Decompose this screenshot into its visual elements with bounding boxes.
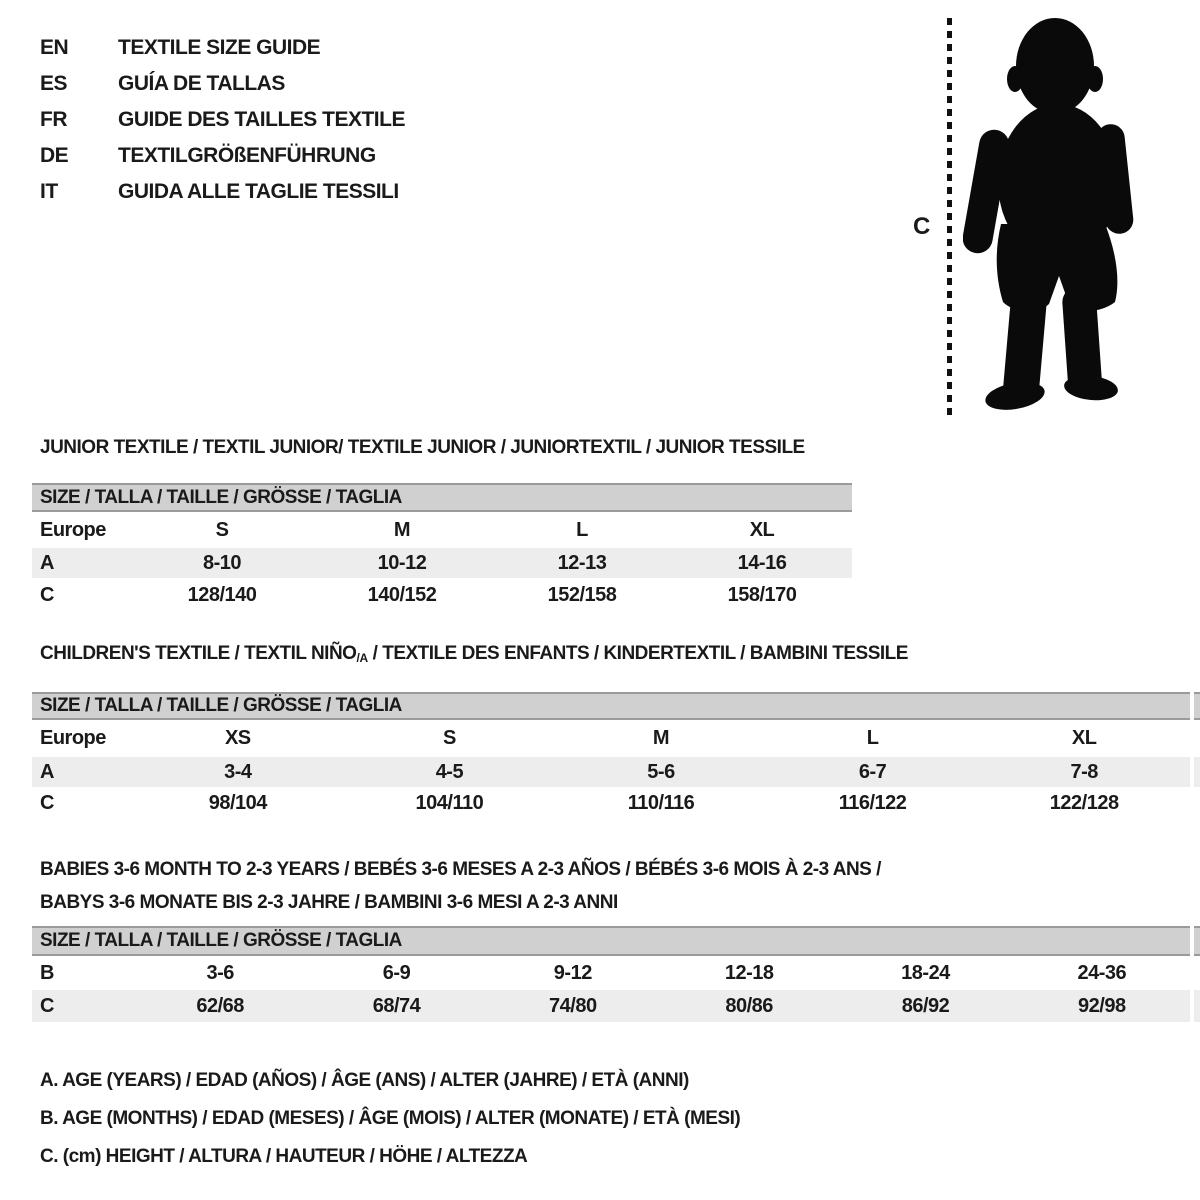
babies-section-title — [40, 853, 881, 919]
cell: 18-24 — [901, 961, 950, 984]
table-continuation-sliver — [1194, 692, 1200, 720]
cell: 86/92 — [901, 994, 950, 1017]
language-title-list — [40, 30, 405, 210]
cell: S — [215, 518, 229, 541]
babies-size-table — [32, 926, 1190, 1022]
language-row — [40, 102, 405, 138]
children-title-part: / TEXTILE DES ENFANTS / KINDERTEXTIL / BAMBINI TESSILE — [367, 643, 908, 664]
cell: 74/80 — [549, 994, 597, 1017]
language-code: IT — [40, 180, 58, 203]
height-measure-label: C — [913, 213, 930, 240]
row-label: C — [40, 994, 54, 1017]
cell: 110/116 — [627, 792, 695, 814]
cell: 116/122 — [838, 792, 907, 814]
cell: 5-6 — [647, 760, 675, 783]
cell: 9-12 — [553, 961, 592, 984]
cell: 12-13 — [557, 551, 607, 574]
legend-line-b: B. AGE (MONTHS) / EDAD (MESES) / ÂGE (MOIS) / ALTER (MONATE) / ETÀ (MESI) — [40, 1108, 741, 1129]
language-row — [40, 174, 405, 210]
language-row — [40, 138, 405, 174]
size-header-text: SIZE / TALLA / TAILLE / GRÖSSE / TAGLIA — [40, 695, 402, 716]
cell: 14-16 — [737, 551, 787, 574]
language-row — [40, 66, 405, 102]
children-size-table — [32, 692, 1190, 820]
table-row — [32, 512, 852, 548]
cell: 24-36 — [1077, 961, 1127, 984]
cell: 8-10 — [202, 551, 242, 574]
cell: 80/86 — [725, 994, 773, 1017]
table-row — [32, 787, 1190, 820]
cell: 3-4 — [224, 760, 252, 783]
row-label: C — [40, 583, 54, 606]
language-code: DE — [40, 144, 69, 167]
size-header-text: SIZE / TALLA / TAILLE / GRÖSSE / TAGLIA — [40, 930, 402, 951]
babies-title-line1: BABIES 3-6 MONTH TO 2-3 YEARS / BEBÉS 3-6 MESES A 2-3 AÑOS / BÉBÉS 3-6 MOIS À 2-3 ANS / — [40, 859, 881, 880]
children-title-subscript: /A — [356, 651, 368, 665]
guide-title: GUIDA ALLE TAGLIE TESSILI — [118, 180, 399, 203]
row-label: B — [40, 961, 54, 984]
cell: 98/104 — [208, 792, 267, 814]
legend-line-c: C. (cm) HEIGHT / ALTURA / HAUTEUR / HÖHE / ALTEZZA — [40, 1146, 528, 1167]
table-continuation-sliver — [1194, 990, 1200, 1022]
toddler-silhouette-icon — [963, 14, 1138, 418]
language-row — [40, 30, 405, 66]
cell: 68/74 — [372, 994, 421, 1017]
cell: XL — [749, 518, 775, 541]
guide-title: TEXTILGRÖßENFÜHRUNG — [118, 144, 376, 167]
table-continuation-sliver — [1194, 757, 1200, 787]
cell: 158/170 — [727, 583, 797, 606]
cell: 140/152 — [367, 583, 437, 606]
cell: 10-12 — [377, 551, 427, 574]
table-row — [32, 578, 852, 612]
height-measure-dashed-line — [947, 18, 952, 416]
cell: 122/128 — [1049, 792, 1119, 814]
cell: 4-5 — [435, 760, 464, 783]
size-header-bar — [32, 926, 1190, 956]
guide-title: GUÍA DE TALLAS — [118, 72, 285, 95]
language-code: EN — [40, 36, 69, 59]
language-code: ES — [40, 72, 68, 95]
cell: M — [393, 518, 411, 541]
size-header-bar — [32, 483, 852, 512]
table-row — [32, 757, 1190, 787]
cell: S — [442, 727, 456, 749]
size-header-bar — [32, 692, 1190, 720]
junior-size-table — [32, 483, 852, 612]
measurement-legend — [40, 1062, 740, 1176]
cell: 104/110 — [415, 792, 484, 814]
cell: 6-9 — [382, 961, 411, 984]
cell: 12-18 — [724, 961, 774, 984]
row-label: C — [40, 792, 54, 814]
cell: L — [576, 518, 588, 541]
table-row — [32, 548, 852, 578]
legend-line-a: A. AGE (YEARS) / EDAD (AÑOS) / ÂGE (ANS) / ALTER (JAHRE) / ETÀ (ANNI) — [40, 1070, 689, 1091]
table-continuation-sliver — [1194, 926, 1200, 956]
cell: L — [866, 727, 879, 749]
language-code: FR — [40, 108, 67, 131]
children-section-title — [40, 643, 908, 665]
table-row — [32, 956, 1190, 990]
cell: 7-8 — [1070, 760, 1098, 783]
cell: XS — [224, 727, 251, 749]
cell: 92/98 — [1078, 994, 1126, 1017]
cell: 6-7 — [858, 760, 887, 783]
guide-title: GUIDE DES TAILLES TEXTILE — [118, 108, 405, 131]
guide-title: TEXTILE SIZE GUIDE — [118, 36, 321, 59]
cell: 152/158 — [547, 583, 617, 606]
cell: 62/68 — [196, 994, 244, 1017]
table-row — [32, 990, 1190, 1022]
row-label: A — [40, 551, 54, 574]
junior-section-title: JUNIOR TEXTILE / TEXTIL JUNIOR/ TEXTILE JUNIOR / JUNIORTEXTIL / JUNIOR TESSILE — [40, 437, 805, 458]
cell: 3-6 — [206, 961, 234, 984]
table-row — [32, 720, 1190, 757]
row-label: A — [40, 760, 54, 783]
row-label: Europe — [40, 518, 106, 541]
children-title-part: CHILDREN'S TEXTILE / TEXTIL NIÑO — [40, 643, 357, 664]
cell: XL — [1071, 727, 1097, 749]
babies-title-line2: BABYS 3-6 MONATE BIS 2-3 JAHRE / BAMBINI 3-6 MESI A 2-3 ANNI — [40, 892, 618, 913]
cell: M — [652, 727, 670, 749]
row-label: Europe — [40, 727, 106, 749]
cell: 128/140 — [187, 583, 257, 606]
size-header-text: SIZE / TALLA / TAILLE / GRÖSSE / TAGLIA — [40, 486, 402, 508]
